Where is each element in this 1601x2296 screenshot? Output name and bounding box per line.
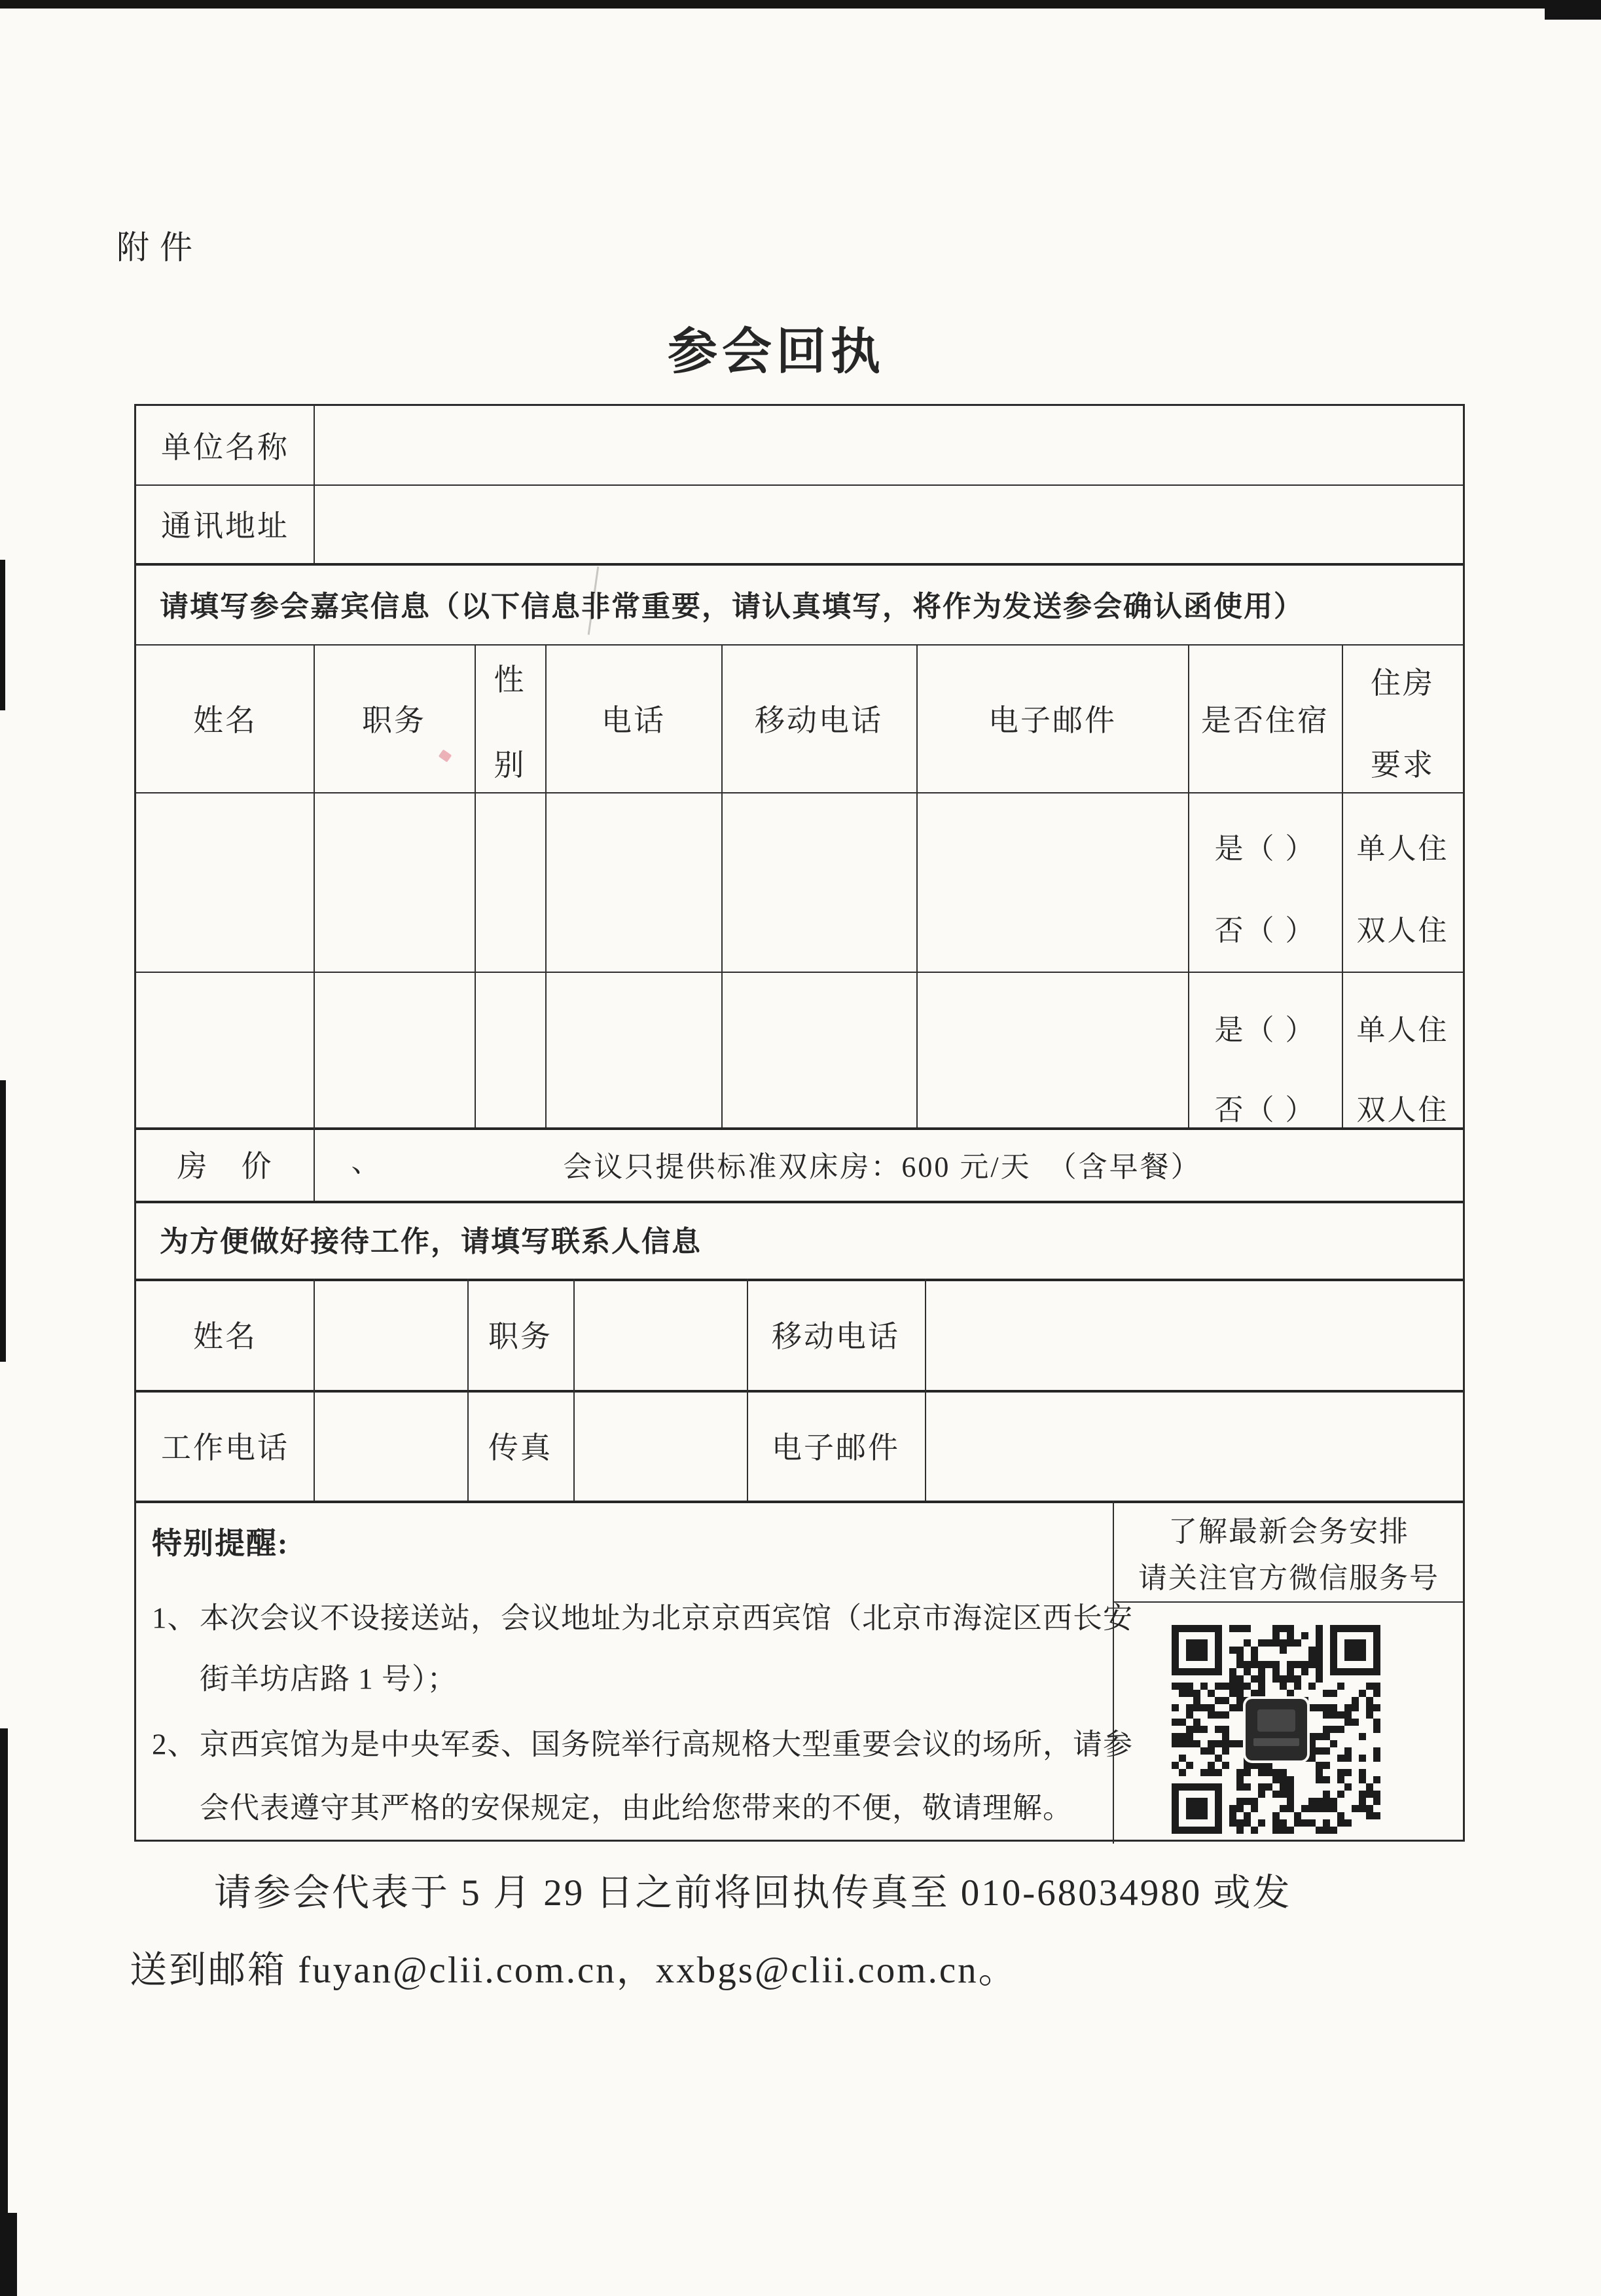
- qr-code: [1172, 1625, 1381, 1834]
- table-grid-line: [314, 1279, 315, 1501]
- stay-no-option: 否（ ）: [1214, 1094, 1316, 1126]
- qr-center-logo: [1246, 1699, 1307, 1760]
- wechat-note-line2: 请关注官方微信服务号: [1138, 1562, 1439, 1594]
- contact-info-note: 为方便做好接待工作，请填写联系人信息: [160, 1226, 702, 1258]
- scan-artifact-left-strip-3: [0, 1728, 8, 2296]
- stray-mark: 、: [351, 1146, 382, 1178]
- attachment-label: 附件: [117, 229, 203, 266]
- contact-mobile-label: 移动电话: [772, 1320, 900, 1353]
- header-stay: 是否住宿: [1201, 704, 1329, 737]
- table-grid-line: [136, 1390, 1463, 1393]
- reminder-item2-line1: 京西宾馆为是中央军委、国务院举行高规格大型重要会议的场所，请参: [200, 1728, 1134, 1761]
- reminder-item1-line2: 街羊坊店路 1 号）；: [200, 1662, 458, 1696]
- housing-double-option: 双人住: [1356, 915, 1449, 947]
- header-mobile: 移动电话: [755, 704, 883, 737]
- address-field: [315, 484, 1463, 563]
- table-grid-line: [136, 792, 1463, 793]
- header-gender-char2: 别: [494, 748, 526, 782]
- table-grid-line: [136, 1201, 1463, 1203]
- contact-name-label: 姓名: [193, 1320, 257, 1353]
- room-price-text: 会议只提供标准双床房：600 元/天 （含早餐）: [563, 1151, 1202, 1183]
- table-grid-line: [136, 563, 1463, 566]
- page-title: 参会回执: [668, 325, 885, 380]
- housing-double-option: 双人住: [1356, 1094, 1449, 1126]
- header-gender-char1: 性: [494, 663, 526, 697]
- unit-name-field: [315, 406, 1463, 484]
- table-grid-line: [136, 644, 1463, 646]
- header-housing-line1: 住房: [1371, 666, 1435, 700]
- reminder-item2-number: 2、: [152, 1728, 198, 1761]
- contact-work-phone-label: 工作电话: [161, 1431, 289, 1465]
- table-grid-line: [721, 644, 723, 1127]
- reminder-item1-line1: 本次会议不设接送站，会议地址为北京京西宾馆（北京市海淀区西长安: [200, 1601, 1134, 1635]
- table-grid-line: [747, 1279, 748, 1501]
- scan-artifact-top-right-blob: [1545, 0, 1601, 20]
- table-grid-line: [136, 972, 1463, 973]
- table-grid-line: [314, 1127, 315, 1201]
- stay-yes-option: 是（ ）: [1214, 1014, 1316, 1046]
- table-grid-line: [467, 1279, 469, 1501]
- header-name: 姓名: [193, 704, 257, 737]
- reply-form-table: [134, 404, 1465, 1842]
- scan-artifact-left-strip-2: [0, 1080, 6, 1362]
- header-phone: 电话: [602, 704, 666, 737]
- reminder-title: 特别提醒:: [152, 1527, 289, 1560]
- contact-fax-label: 传真: [488, 1431, 552, 1465]
- scan-artifact-left-strip-1: [0, 560, 5, 710]
- unit-name-label: 单位名称: [161, 431, 289, 464]
- table-grid-line: [314, 644, 315, 1127]
- stay-no-option: 否（ ）: [1214, 915, 1316, 947]
- housing-single-option: 单人住: [1356, 1014, 1449, 1046]
- table-grid-line: [573, 1279, 575, 1501]
- reminder-item2-line2: 会代表遵守其严格的安保规定，由此给您带来的不便，敬请理解。: [200, 1791, 1073, 1825]
- header-housing-line2: 要求: [1371, 748, 1435, 782]
- footer-line2: 送到邮箱 fuyan@clii.com.cn，xxbgs@clii.com.cn。: [130, 1950, 1018, 1991]
- table-grid-line: [925, 1279, 926, 1501]
- contact-email-label: 电子邮件: [772, 1431, 900, 1465]
- table-grid-line: [545, 644, 547, 1127]
- contact-position-label: 职务: [488, 1320, 552, 1353]
- scan-artifact-top-edge: [0, 0, 1601, 9]
- table-grid-line: [1113, 1501, 1114, 1844]
- reminder-item1-number: 1、: [152, 1601, 198, 1635]
- footer-line1: 请参会代表于 5 月 29 日之前将回执传真至 010-68034980 或发: [214, 1872, 1292, 1914]
- guest-info-note: 请填写参会嘉宾信息（以下信息非常重要，请认真填写，将作为发送参会确认函使用）: [160, 591, 1304, 623]
- table-grid-line: [136, 1501, 1463, 1503]
- address-label: 通讯地址: [161, 509, 289, 543]
- header-position: 职务: [362, 704, 426, 737]
- room-price-label: 房 价: [177, 1150, 274, 1183]
- table-grid-line: [1342, 644, 1343, 1127]
- wechat-note-line1: 了解最新会务安排: [1168, 1516, 1409, 1548]
- table-grid-line: [136, 1279, 1463, 1281]
- housing-single-option: 单人住: [1356, 833, 1449, 865]
- table-grid-line: [475, 644, 476, 1127]
- table-grid-line: [1188, 644, 1189, 1127]
- header-email: 电子邮件: [988, 704, 1117, 737]
- table-grid-line: [1113, 1601, 1463, 1603]
- scan-artifact-bottom-left-wedge: [0, 2213, 17, 2296]
- stay-yes-option: 是（ ）: [1214, 833, 1316, 865]
- table-grid-line: [916, 644, 918, 1127]
